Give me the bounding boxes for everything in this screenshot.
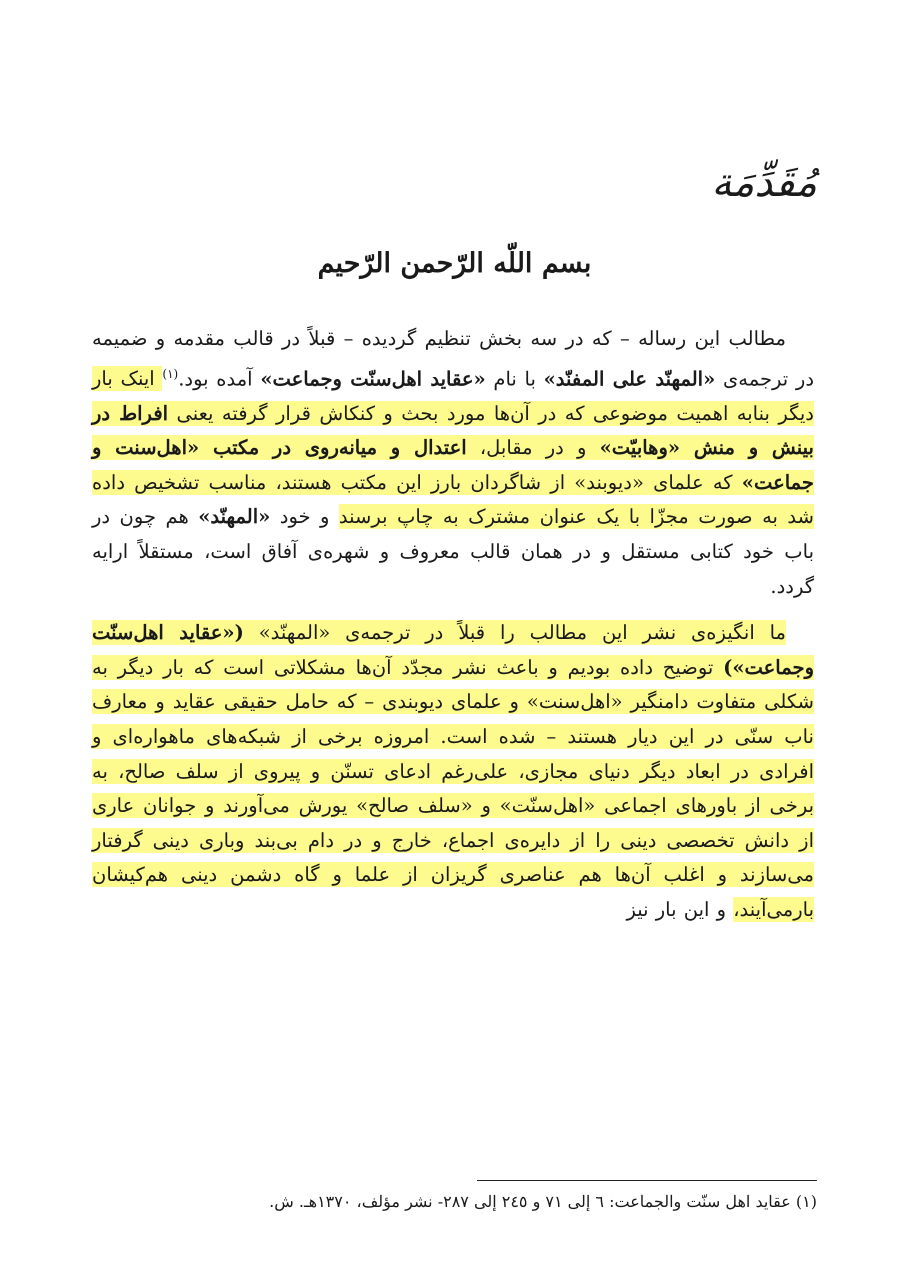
highlighted-text: اینک بار دیگر بنابه اهمیت موضوعی که در آن‌ها مورد بحث و کنکاش قرار گرفته یعنی xyxy=(92,367,814,425)
text-run: با نام xyxy=(485,367,544,391)
bold-title-aqaid: «عقاید اهل‌سنّت وجماعت» xyxy=(260,367,486,391)
highlighted-bold: افراط در بینش و منش «وهابیّت» xyxy=(92,401,814,460)
text-run: آمده بود. xyxy=(178,367,261,391)
basmala: بسم اللّه الرّحمن الرّحيم xyxy=(317,248,592,279)
bold-title-muhannad-short: «المهنّد» xyxy=(198,505,271,529)
footnote-reference: (۱) xyxy=(162,366,179,381)
highlighted-text: ما انگیزه‌ی نشر این مطالب را قبلاً در ترجمه‌ی «المهنّد» xyxy=(243,621,786,645)
text-run: و این بار نیز xyxy=(626,898,734,921)
paragraph-2 xyxy=(92,616,814,927)
highlight-2 xyxy=(92,620,814,922)
highlighted-bold: («عقاید اهل‌سنّت وجماعت») xyxy=(92,621,814,679)
section-heading: مُقَدِّمَة xyxy=(711,160,817,206)
footnote-divider xyxy=(477,1180,817,1181)
highlighted-text: توضیح داده بودیم و باعث نشر مجدّد آن‌ها مشکلاتی است که بار دیگر به شکلی متفاوت دامنگیر «اهل‌سنت» و علمای دیوبندی – که حامل حقیقی عقاید و معارف ناب سنّی در این دیار هستند – شده است. امروزه برخی از شبکه‌های ماهواره‌ای و افرادی در ابعاد دیگر دنیای مجازی، علی‌رغم ادعای تسنّن و پیروی از سلف صالح، به برخی از باورهای اجماعی «اهل‌سنّت» و «سلف صالح» یورش می‌آورند و جوانان عاری از دانش تخصصی دینی را از دایره‌ی اجماع، خارج و در دام بی‌بند وباری دینی گرفتار می‌سازند و اغلب آن‌ها هم عناصری گریزان از علما و گاه دشمن دینی هم‌کیشان بارمی‌آیند، xyxy=(92,655,814,921)
highlighted-bold: اعتدال و میانه‌روی در مکتب «اهل‌سنت و جماعت» xyxy=(92,436,814,494)
text-run: مطالب این رساله – که در سه بخش تنظیم گردیده – قبلاً در قالب مقدمه و ضمیمه در ترجمه‌ی xyxy=(92,327,815,391)
text-run: هم چون در باب خود کتابی مستقل و در همان قالب معروف و شهره‌ی آفاق است، مستقلاً ارایه گردد. xyxy=(92,505,814,598)
body-text xyxy=(92,322,814,928)
footnote: (۱) عقاید اهل سنّت والجماعت: ٦ إلی ٧١ و ٢٤٥ إلی ٢٨٧- نشر مؤلف، ١٣٧٠هـ. ش. xyxy=(269,1192,817,1211)
paragraph-1 xyxy=(92,322,814,604)
highlighted-text: که علمای «دیوبند» از شاگردان بارز این مکتب هستند، مناسب تشخیص داده شد به صورت مجزّا با یک عنوان مشترک به چاپ برسند xyxy=(92,470,814,529)
bold-title-muhannad: «المهنّد علی المفنّد» xyxy=(543,367,716,391)
highlighted-text: و در مقابل، xyxy=(466,436,600,460)
text-run: و خود xyxy=(270,505,339,529)
